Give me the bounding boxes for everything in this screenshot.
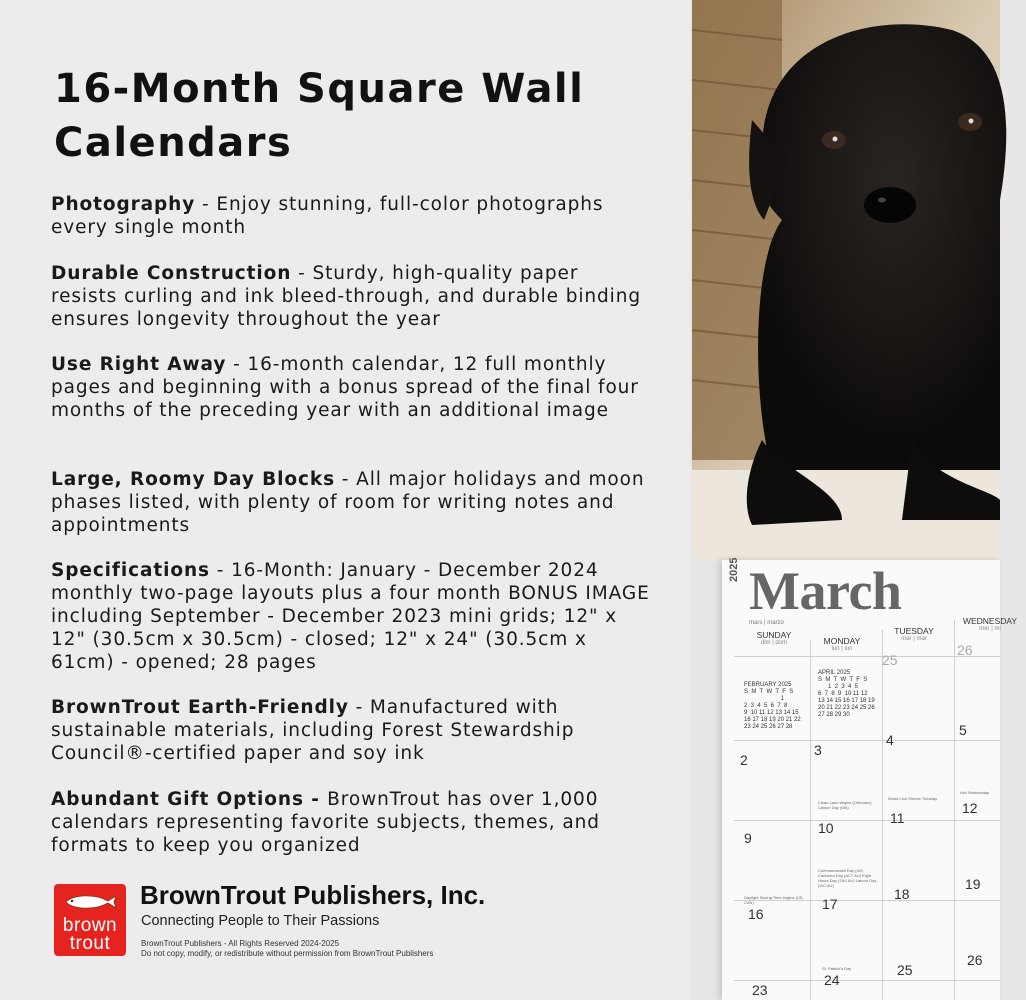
calendar-year: 2025	[728, 557, 740, 582]
date-cell: 3	[814, 742, 822, 758]
feature-use-right-away	[51, 353, 651, 422]
mini-title: APRIL 2025	[818, 670, 851, 676]
grid-line	[734, 980, 1000, 981]
holiday-note: Daylight Saving Time begins (US, CAN)	[744, 895, 804, 905]
feature-heading: Specifications	[51, 560, 210, 581]
mini-rows: 1 2 3 4 5 6 7 8 9 10 11 12 13 14 15 16 17 18 19 20 21 22 23 24 25 26 27 28 29 30	[818, 684, 875, 718]
date-prev-month: 25	[882, 652, 898, 668]
mini-calendar-february	[744, 682, 801, 731]
feature-text: - All major holidays and moon phases listed, with plenty of room for writing notes and appointments	[51, 469, 645, 536]
date-cell: 2	[740, 752, 748, 768]
publisher-rights	[141, 939, 433, 959]
mini-calendar-april	[818, 670, 875, 719]
calendar-page	[722, 557, 1018, 1000]
grid-line	[734, 740, 1000, 741]
browntrout-logo	[54, 884, 126, 956]
date-cell: 12	[962, 800, 978, 816]
date-prev-month: 26	[957, 642, 973, 658]
date-cell: 18	[894, 886, 910, 902]
holiday-note: Clean Land begins (Orthodox) Labour Day (WA)	[818, 800, 872, 810]
day-header-monday	[806, 636, 878, 652]
day-header-tuesday	[878, 626, 950, 642]
feature-durable-construction	[51, 262, 651, 331]
feature-heading: Use Right Away	[51, 354, 227, 375]
page-title: 16-Month Square Wall Calendars	[54, 66, 585, 166]
mini-title: FEBRUARY 2025	[744, 682, 792, 688]
day-name: WEDNESDAY	[962, 616, 1018, 626]
day-alt: dim | dom	[760, 640, 788, 646]
day-name: TUESDAY	[894, 626, 934, 636]
day-alt: lun | lun	[831, 646, 853, 652]
feature-heading: BrownTrout Earth-Friendly	[51, 697, 349, 718]
date-cell: 23	[752, 982, 768, 998]
day-header-wednesday	[954, 616, 1026, 632]
date-cell: 25	[897, 962, 913, 978]
publisher-tagline: Connecting People to Their Passions	[141, 913, 380, 929]
feature-photography	[51, 193, 651, 239]
feature-day-blocks	[51, 468, 651, 537]
holiday-note: World Lion Shrove Tuesday	[888, 796, 938, 801]
day-alt: mer | mi	[979, 626, 1001, 632]
date-cell: 19	[965, 876, 981, 892]
publisher-name: BrownTrout Publishers, Inc.	[140, 880, 486, 910]
holiday-note: Ash Wednesday	[960, 790, 990, 795]
grid-line	[734, 820, 1000, 821]
feature-text: - 16-month calendar, 12 full monthly pages and beginning with a bonus spread of the final four months of the preceding year with an additional image	[51, 354, 639, 421]
day-header-sunday	[734, 630, 814, 646]
feature-heading: Large, Roomy Day Blocks	[51, 469, 335, 490]
logo-text-brown: brown	[62, 915, 118, 936]
feature-text: - 16-Month: January - December 2024 monthly two-page layouts plus a four month BONUS IMAGE including September - December 2023 mini grids; 12" x 12" (30.5cm x 30.5cm) - closed; 12" x 24" (30.5cm x 61cm) - opened; 28 pages	[51, 560, 650, 673]
feature-gift-options	[51, 788, 651, 857]
feature-earth-friendly	[51, 696, 651, 765]
calendar-month: March	[749, 561, 902, 621]
date-cell: 9	[744, 830, 752, 846]
day-alt: mar | mar	[901, 636, 927, 642]
date-cell: 10	[818, 820, 834, 836]
feature-text: BrownTrout has over 1,000 calendars representing favorite subjects, themes, and formats to keep you organized	[51, 789, 600, 856]
black-lab-puppy-image	[692, 0, 1000, 560]
trout-icon	[62, 892, 118, 912]
date-cell: 17	[822, 896, 838, 912]
feature-text: - Enjoy stunning, full-color photographs every single month	[51, 194, 604, 238]
logo-text-trout: trout	[69, 933, 111, 954]
feature-heading: Durable Construction	[51, 263, 292, 284]
puppy-photo	[692, 0, 1000, 560]
date-cell: 16	[748, 906, 764, 922]
day-name: SUNDAY	[756, 630, 792, 640]
date-cell: 5	[959, 722, 967, 738]
date-cell: 24	[824, 972, 840, 988]
date-cell: 4	[886, 732, 894, 748]
feature-text: - Manufactured with sustainable materials, including Forest Stewardship Council®-certified paper and soy ink	[51, 697, 575, 764]
feature-text: - Sturdy, high-quality paper resists curling and ink bleed-through, and durable binding ensures longevity throughout the year	[51, 263, 641, 330]
date-cell: 11	[890, 810, 905, 826]
feature-heading: Photography	[51, 194, 196, 215]
mini-header: S M T W T F S	[744, 689, 794, 695]
mini-header: S M T W T F S	[818, 677, 868, 683]
grid-line	[954, 620, 955, 1000]
mini-rows: 1 2 3 4 5 6 7 8 9 10 11 12 13 14 15 16 17 18 19 20 21 22 23 24 25 26 27 28	[744, 696, 801, 730]
holiday-note: Commonwealth Day (UK) Canberra Day (ACT AU) Eight Hours Day (TAS AU) Labour Day (VIC AU)	[818, 868, 877, 888]
date-cell: 26	[967, 952, 983, 968]
feature-specifications	[51, 559, 651, 674]
rights-line-1: BrownTrout Publishers - All Rights Reserved 2024-2025	[141, 939, 340, 948]
feature-heading: Abundant Gift Options -	[51, 789, 328, 810]
rights-line-2: Do not copy, modify, or redistribute without permission from BrownTrout Publishers	[141, 949, 434, 958]
holiday-note: St. Patrick's Day	[822, 966, 852, 971]
calendar-month-alt: mars | marzo	[749, 620, 784, 626]
day-name: MONDAY	[823, 636, 861, 646]
grid-line	[882, 630, 883, 1000]
